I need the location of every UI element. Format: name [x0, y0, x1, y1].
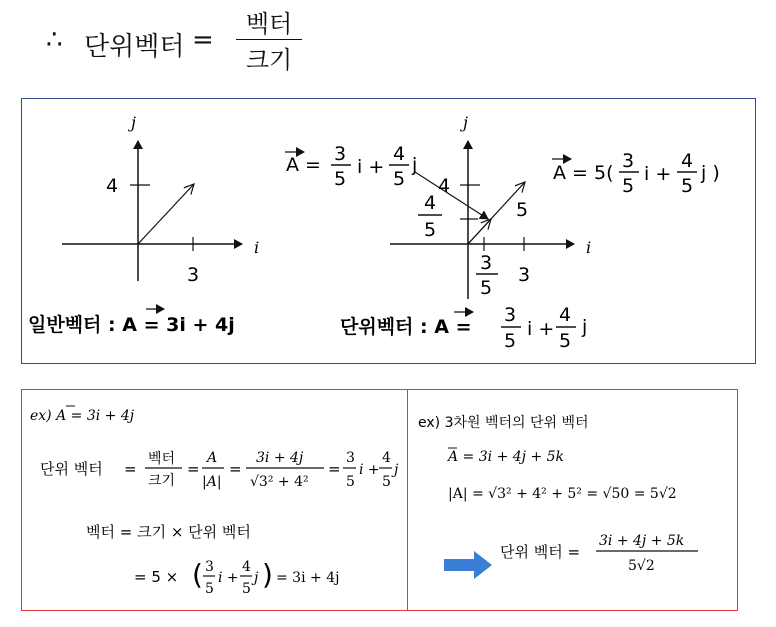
i-label-2: i — [586, 238, 592, 257]
ex1-j: j — [394, 462, 399, 478]
formula-left-c1-num: 3 — [334, 143, 347, 165]
ex1-paren-open: ( — [192, 558, 203, 591]
title-fraction-den: 크기 — [236, 39, 302, 75]
formula-right-prefix: A = 5( — [553, 162, 614, 184]
caption-unit-c2-den: 5 — [559, 330, 572, 352]
ex1-f5-den: 5 — [382, 474, 391, 490]
example1-header: ex) A = 3i + 4j — [30, 408, 135, 424]
vector-unit-2 — [468, 219, 491, 244]
example1-line1-label: 단위 벡터 — [40, 460, 103, 478]
formula-left-c1-den: 5 — [334, 168, 347, 190]
ex1-i-plus: i + — [359, 462, 380, 478]
tick-x-label-2: 3 — [518, 264, 531, 286]
ex1-f5-num: 4 — [382, 450, 391, 466]
example-2d — [22, 390, 406, 610]
ex1-eq-4: = — [328, 460, 341, 478]
title-fraction-num: 벡터 — [245, 10, 293, 38]
right-arrow-icon — [444, 551, 494, 579]
title-fraction — [236, 4, 302, 75]
therefore-symbol: ∴ — [46, 25, 63, 55]
ex1-f4-den: 5 — [346, 474, 355, 490]
title-lhs: 단위벡터 — [84, 32, 185, 62]
i-label-1: i — [254, 238, 260, 257]
example1-line1-eq: = — [124, 460, 137, 478]
example2-line1: A = 3i + 4j + 5k — [448, 449, 565, 465]
ex1-eq-2: = — [187, 460, 200, 478]
caption-unit-end: j — [582, 316, 588, 338]
formula-left-c2-den: 5 — [393, 168, 406, 190]
ex1-l3-f2-num: 4 — [242, 559, 251, 575]
ex1-paren-close: ) — [262, 558, 273, 591]
ex1-l3-f1-den: 5 — [205, 581, 214, 597]
tick-x-label-1: 3 — [187, 264, 200, 286]
tick-y-label-2: 4 — [438, 175, 451, 197]
examples-box — [21, 389, 738, 611]
vector-diagram-box — [21, 98, 756, 364]
caption-unit-mid: i + — [527, 318, 555, 340]
tick-y-label-1: 4 — [106, 175, 119, 197]
ex1-eq-3: = — [229, 460, 242, 478]
caption-unit-prefix: 단위벡터 : A = — [340, 316, 472, 338]
formula-left-end: j — [412, 154, 418, 176]
graph-unit-vector — [390, 113, 591, 299]
example1-line2: 벡터 = 크기 × 단위 벡터 — [86, 523, 251, 541]
formula-right-c2-den: 5 — [681, 175, 694, 197]
vector-diagrams — [22, 99, 757, 365]
caption-general-vector — [28, 309, 235, 336]
formula-left-c2-num: 4 — [393, 143, 406, 165]
ex1-f1-den: 크기 — [148, 473, 176, 489]
ex1-l3-j: j — [254, 570, 259, 586]
ex1-f3-num: 3i + 4j — [256, 450, 304, 466]
ex1-f2-num: A — [207, 450, 218, 466]
j-label-1: j — [131, 113, 136, 132]
vector-a-1 — [138, 184, 194, 244]
example1-line3-prefix: = 5 × — [134, 568, 179, 586]
example-3d — [408, 390, 738, 610]
ex1-f3-den: √3² + 4² — [250, 474, 309, 490]
ex1-l3-f1-num: 3 — [205, 559, 214, 575]
caption-unit-vector — [340, 304, 587, 352]
caption-unit-c2-num: 4 — [559, 304, 572, 326]
frac-y-den: 5 — [424, 219, 437, 241]
formula-unit-left — [285, 143, 417, 190]
graph-general-vector — [62, 113, 259, 286]
ex1-f2-den: |A| — [202, 474, 222, 490]
formula-left-mid: i + — [357, 156, 385, 178]
ex1-l3-i-plus: i + — [218, 570, 239, 586]
formula-right-c2-num: 4 — [681, 150, 694, 172]
ex1-l3-f2-den: 5 — [242, 581, 251, 597]
title-eq: = — [192, 25, 214, 55]
example2-line3-label: 단위 벡터 = — [500, 543, 581, 561]
formula-right-c1-den: 5 — [622, 175, 635, 197]
ex1-f4-num: 3 — [346, 450, 355, 466]
ex1-f1-num: 벡터 — [148, 451, 176, 467]
formula-right-c1-num: 3 — [622, 150, 635, 172]
formula-right-end: j ) — [701, 162, 720, 184]
example1-line3-suffix: = 3i + 4j — [276, 570, 340, 586]
frac-x-den: 5 — [480, 277, 493, 299]
caption-unit-c1-num: 3 — [504, 304, 517, 326]
example2-header: ex) 3차원 벡터의 단위 벡터 — [418, 415, 589, 431]
length-label: 5 — [516, 199, 529, 221]
frac-y-num: 4 — [424, 192, 437, 214]
formula-right-mid: i + — [644, 163, 672, 185]
frac-x-num: 3 — [480, 252, 493, 274]
example2-line2: |A| = √3² + 4² + 5² = √50 = 5√2 — [448, 486, 677, 502]
j-label-2: j — [463, 113, 468, 132]
formula-left-prefix: A = — [286, 154, 321, 176]
example2-line3-den: 5√2 — [628, 558, 655, 574]
example2-line3-num: 3i + 4j + 5k — [599, 533, 685, 549]
title-formula — [40, 0, 370, 80]
caption-general-text: 일반벡터 : A = 3i + 4j — [28, 314, 235, 336]
caption-unit-c1-den: 5 — [504, 330, 517, 352]
formula-unit-right — [552, 150, 720, 197]
